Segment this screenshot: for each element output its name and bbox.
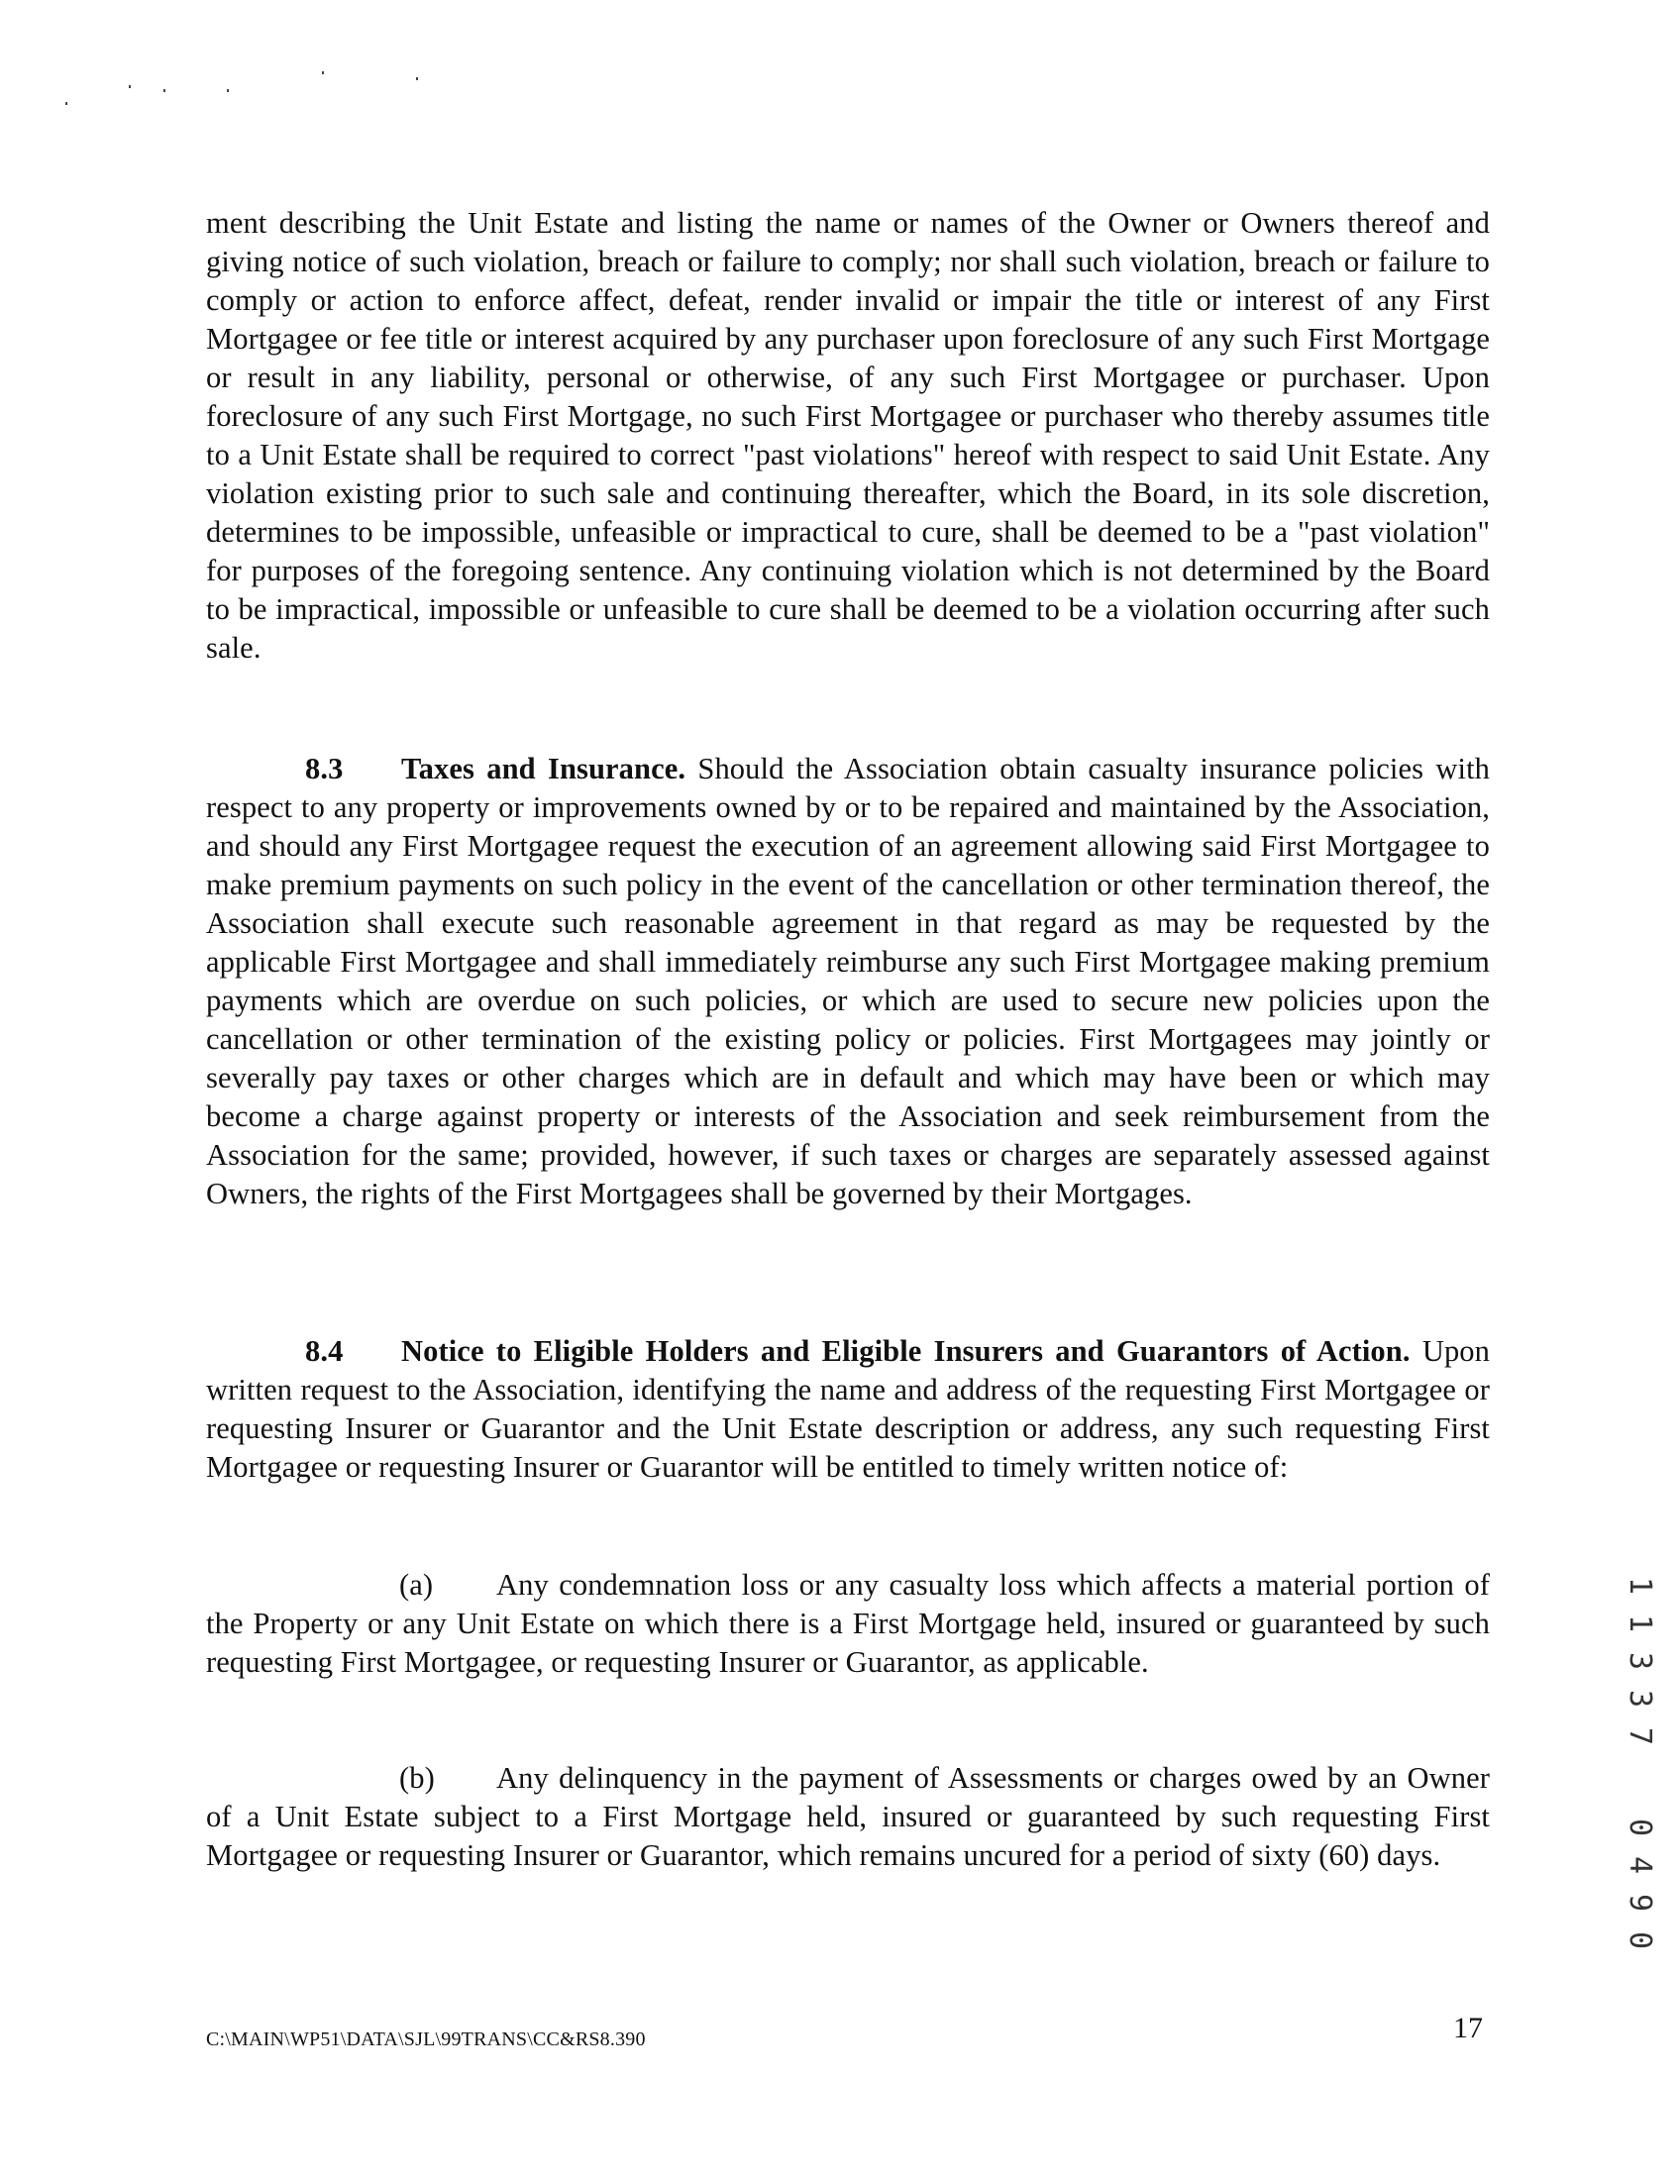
stamp-digit: 7 — [1623, 1726, 1657, 1746]
section-body: Should the Association obtain casualty insurance policies with respect to any property or improvements owned by or to be repaired and maintained by the Association, and should any First Mortgagee request the execution of an agreement allowing said First Mortgagee to make premium payments on such policy in the event of the cancellation or other termination thereof, the Association shall execute such reasonable agreement in that regard as may be requested by the applicable First Mortgagee and shall immediately reimburse any such First Mortgagee making premium payments which are overdue on such policies, or which are used to secure new policies upon the cancellation or other termination of the existing policy or policies. First Mortgagees may jointly or severally pay taxes or other charges which are in default and which may have been or which may become a charge against property or interests of the Association and seek reimbursement from the Association for the same; provided, however, if such taxes or charges are separately assessed against Owners, the rights of the First Mortgagees shall be governed by their Mortgages. — [206, 752, 1490, 1210]
continuation-paragraph: ment describing the Unit Estate and listing the name or names of the Owner or Owners thereof and giving notice of such violation, breach or failure to comply; nor shall such violation, breach or failure to comply or action to enforce affect, defeat, render invalid or impair the title or interest of any First Mortgagee or fee title or interest acquired by any purchaser upon foreclosure of any such First Mortgage or result in any liability, personal or otherwise, of any such First Mortgagee or purchaser. Upon foreclosure of any such First Mortgage, no such First Mortgagee or purchaser who thereby assumes title to a Unit Estate shall be required to correct "past violations" hereof with respect to said Unit Estate. Any violation existing prior to such sale and continuing thereafter, which the Board, in its sole discretion, determines to be impossible, unfeasible or impractical to cure, shall be deemed to be a "past violation" for purposes of the foregoing sentence. Any continuing violation which is not determined by the Board to be impractical, impossible or unfeasible to cure shall be deemed to be a violation occurring after such sale. — [206, 206, 1490, 665]
stamp-digit: 3 — [1623, 1651, 1657, 1671]
section-8-3 — [206, 750, 1490, 1213]
subsection-body: Any delinquency in the payment of Assessments or charges owed by an Owner of a Unit Estate subject to a First Mortgage held, insured or guaranteed by such requesting First Mortgagee or requesting Insurer or Guarantor, which remains uncured for a period of sixty (60) days. — [206, 1761, 1490, 1872]
scan-speck — [227, 89, 229, 92]
section-body: Upon written request to the Association, identifying the name and address of the requesting First Mortgagee or requesting Insurer or Guarantor and the Unit Estate description or address, any such requesting First Mortgagee or requesting Insurer or Guarantor will be entitled to timely written notice of: — [206, 1334, 1490, 1484]
section-title: Taxes and Insurance. — [401, 752, 686, 785]
page-number: 17 — [1453, 2012, 1483, 2044]
stamp-digit: 0 — [1623, 1930, 1657, 1950]
stamp-digit: 3 — [1623, 1689, 1657, 1709]
stamp-digit: 9 — [1623, 1893, 1657, 1913]
section-number: 8.4 — [305, 1334, 344, 1368]
subsection-label: (a) — [399, 1568, 434, 1602]
footer-file-path: C:\MAIN\WP51\DATA\SJL\99TRANS\CC&RS8.390 — [206, 2028, 646, 2050]
subsection-label: (b) — [399, 1761, 435, 1795]
subsection-body: Any condemnation loss or any casualty loss which affects a material portion of the Property or any Unit Estate on which there is a First Mortgage held, insured or guaranteed by such requesting First Mortgagee, or requesting Insurer or Guarantor, as applicable. — [206, 1568, 1490, 1679]
scan-speck — [322, 71, 324, 74]
section-8-4 — [206, 1332, 1490, 1487]
scan-speck — [65, 102, 67, 105]
subsection-a — [206, 1566, 1490, 1682]
scan-speck — [163, 89, 165, 92]
scan-speck — [416, 77, 418, 80]
stamp-digit: 0 — [1623, 1818, 1657, 1837]
stamp-digit: 1 — [1623, 1613, 1657, 1633]
stamp-digit: 4 — [1623, 1855, 1657, 1875]
scan-speck — [129, 85, 131, 88]
subsection-b — [206, 1759, 1490, 1875]
section-title: Notice to Eligible Holders and Eligible Insurers and Guarantors of Action. — [401, 1334, 1411, 1368]
document-id-stamp — [1623, 1567, 1657, 1959]
section-number: 8.3 — [305, 752, 344, 785]
stamp-digit: 1 — [1623, 1576, 1657, 1596]
